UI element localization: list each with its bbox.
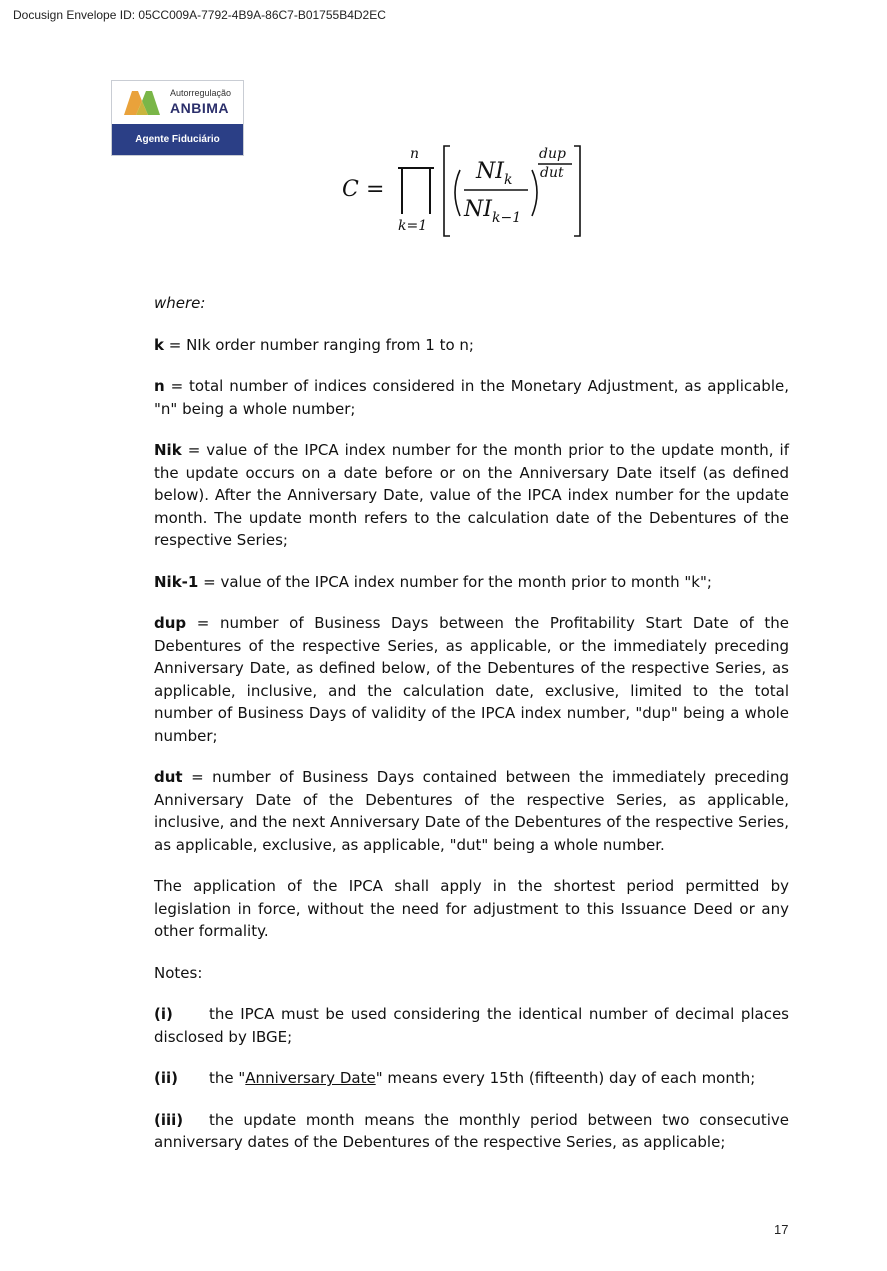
where-label: where: — [154, 294, 206, 312]
note-iii-number: (iii) — [154, 1110, 184, 1129]
notes-heading: Notes: — [154, 963, 203, 982]
logo-subtitle: Autorregulação — [170, 88, 232, 98]
note-i-number: (i) — [154, 1005, 173, 1023]
term-dut: dut — [154, 768, 183, 786]
definition-nik-1: Nik-1 = value of the IPCA index number for the month prior to month "k"; — [154, 572, 712, 591]
formula-exp-num: dup — [539, 146, 566, 162]
note-ii-number: (ii) — [154, 1069, 178, 1087]
formula-exp-den: dut — [540, 165, 564, 181]
anbima-mark-icon — [122, 89, 162, 117]
term-nik: Nik — [154, 441, 182, 459]
logo-name: ANBIMA — [170, 100, 229, 116]
left-bracket-icon — [444, 146, 450, 236]
definition-dut: dut = number of Business Days contained between the immediately preceding Anniversary Date of the Debentures of the respective Series, as applicable, inclusive, and the next Anniversary Date of the Debentures of the respective Series, as applicable, exclusive, as applicable, "dut" being a whole number. — [154, 768, 789, 854]
formula-num-sub: k — [504, 172, 513, 188]
note-i: (i) the IPCA must be used considering the identical number of decimal places disclosed by IBGE; — [154, 1005, 789, 1046]
anniversary-date-term: Anniversary Date — [245, 1069, 376, 1087]
formula — [338, 140, 588, 240]
term-n: n — [154, 377, 165, 395]
logo-bar-text: Agente Fiduciário — [112, 124, 243, 155]
definition-n: n = total number of indices considered in the Monetary Adjustment, as applicable, "n" being a whole number; — [154, 377, 789, 418]
definition-dup: dup = number of Business Days between the Profitability Start Date of the Debentures of the respective Series, as applicable, or the immediately preceding Anniversary Date, as defined below, of the Debentures of the respective Series, as applicable, inclusive, and the calculation date, exclusive, limited to the total number of Business Days of validity of the IPCA index number, "dup" being a whole number; — [154, 614, 789, 745]
term-k: k — [154, 335, 164, 354]
term-dup: dup — [154, 614, 187, 632]
term-nik-1: Nik-1 — [154, 572, 199, 591]
anbima-logo — [111, 80, 244, 156]
product-icon — [398, 168, 434, 214]
formula-den-main: NI — [464, 197, 492, 222]
application-paragraph: The application of the IPCA shall apply in the shortest period permitted by legislation in force, without the need for adjustment to this Issuance Deed or any other formality. — [154, 877, 789, 940]
formula-lhs: C — [342, 177, 359, 202]
note-iii: (iii) the update month means the monthly period between two consecutive anniversary dates of the Debentures of the respective Series, as applicable; — [154, 1110, 789, 1151]
envelope-id: Docusign Envelope ID: 05CC009A-7792-4B9A-86C7-B01755B4D2EC — [13, 8, 386, 22]
formula-num-main: NI — [476, 159, 504, 184]
right-paren-icon — [532, 170, 537, 216]
definition-nik: Nik = value of the IPCA index number for the month prior to the update month, if the update occurs on a date before or on the Anniversary Date itself (as defined below). After the Anniversary Date, value of the IPCA index number for the update month. The update month refers to the calculation date of the Debentures of the respective Series; — [154, 441, 789, 549]
formula-upper: n — [410, 146, 420, 162]
formula-eq: = — [366, 177, 385, 202]
right-bracket-icon — [574, 146, 580, 236]
note-ii: (ii) the "Anniversary Date" means every 15th (fifteenth) day of each month; — [154, 1067, 789, 1090]
definition-k: k = NIk order number ranging from 1 to n; — [154, 335, 474, 354]
formula-lower: k=1 — [398, 218, 428, 234]
formula-den-sub: k−1 — [492, 210, 522, 226]
left-paren-icon — [455, 170, 460, 216]
document-body — [154, 292, 789, 1173]
page-number: 17 — [774, 1222, 789, 1237]
